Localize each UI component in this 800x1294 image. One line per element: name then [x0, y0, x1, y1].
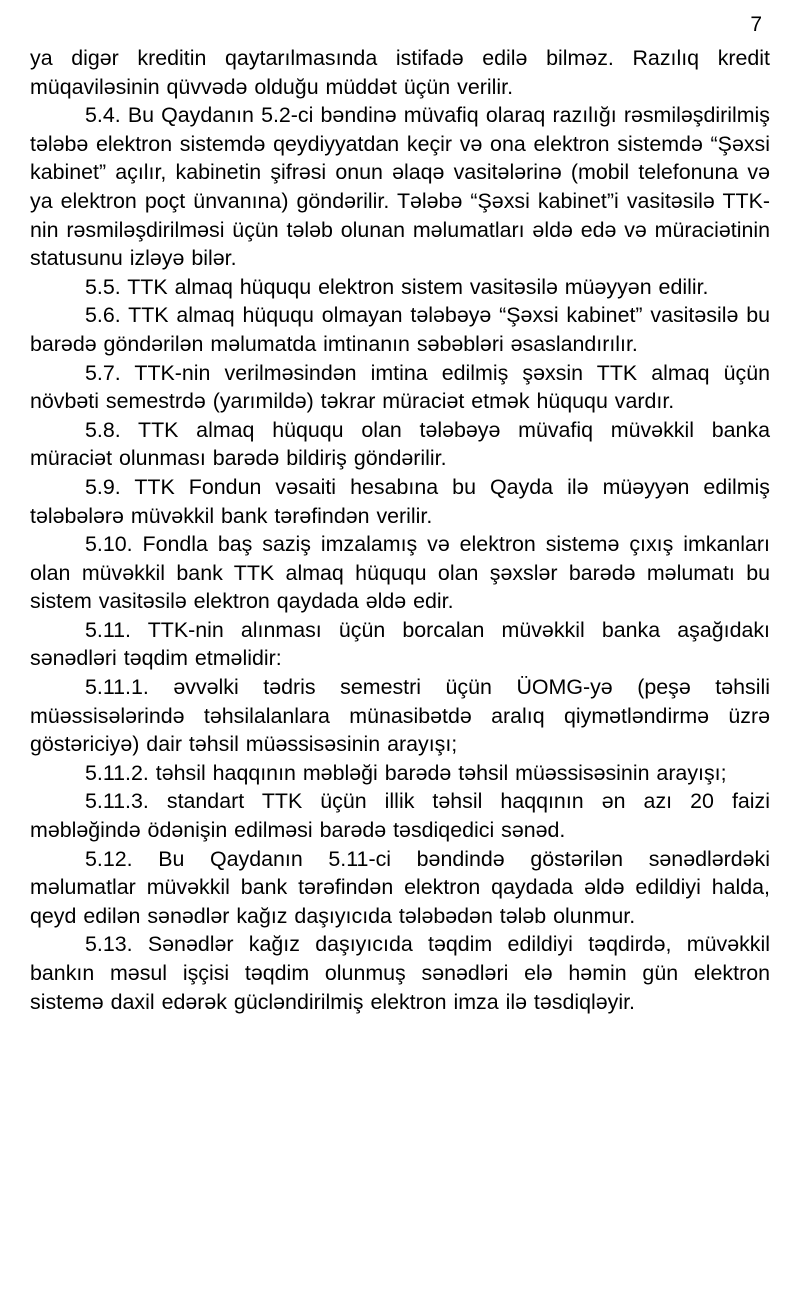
document-body [30, 44, 770, 1016]
paragraph: ya digər kreditin qaytarılmasında istifadə edilə bilməz. Razılıq kredit müqaviləsinin qüvvədə olduğu müddət üçün verilir. [30, 46, 770, 99]
page-number: 7 [750, 13, 762, 36]
paragraph: 5.11.1. əvvəlki tədris semestri üçün ÜOMG-yə (peşə təhsili müəssisələrində təhsilalanlara münasibətdə aralıq qiymətləndirmə üzrə göstəriciyə) dair təhsil müəssisəsinin arayışı; [30, 675, 770, 757]
paragraph: 5.11.3. standart TTK üçün illik təhsil haqqının ən azı 20 faizi məbləğində ödənişin edilməsi barədə təsdiqedici sənəd. [30, 789, 770, 843]
paragraph: 5.7. TTK-nin verilməsindən imtina edilmiş şəxsin TTK almaq üçün növbəti semestrdə (yarımildə) təkrar müraciət etmək hüququ vardır. [30, 360, 770, 414]
paragraph: 5.5. TTK almaq hüququ elektron sistem vasitəsilə müəyyən edilir. [85, 274, 709, 299]
paragraph: 5.12. Bu Qaydanın 5.11-ci bəndində göstərilən sənədlərdəki məlumatlar müvəkkil bank tərəfindən elektron qaydada əldə edildiyi halda, qeyd edilən sənədlər kağız daşıyıcıda tələbədən tələb olunmur. [30, 846, 770, 928]
paragraph: 5.9. TTK Fondun vəsaiti hesabına bu Qayda ilə müəyyən edilmiş tələbələrə müvəkkil bank tərəfindən verilir. [30, 474, 770, 528]
paragraph: 5.8. TTK almaq hüququ olan tələbəyə müvafiq müvəkkil banka müraciət olunması barədə bildiriş göndərilir. [30, 417, 770, 471]
paragraph: 5.6. TTK almaq hüququ olmayan tələbəyə “Şəxsi kabinet” vasitəsilə bu barədə göndərilən məlumatda imtinanın səbəbləri əsaslandırılır. [30, 303, 770, 356]
paragraph: 5.11.2. təhsil haqqının məbləği barədə təhsil müəssisəsinin arayışı; [85, 760, 727, 785]
paragraph: 5.4. Bu Qaydanın 5.2-ci bəndinə müvafiq olaraq razılığı rəsmiləşdirilmiş tələbə elektron sistemdə qeydiyyatdan keçir və ona elektron sistemdə “Şəxsi kabinet” açılır, kabinetin şifrəsi onun əlaqə vasitələrinə (mobil telefonuna və ya elektron poçt ünvanına) göndərilir. Tələbə “Şəxsi kabinet”i vasitəsilə TTK-nin rəsmiləşdirilməsi üçün tələb olunan məlumatları əldə edə və müraciətinin statusunu izləyə bilər. [30, 103, 770, 271]
paragraph: 5.11. TTK-nin alınması üçün borcalan müvəkkil banka aşağıdakı sənədləri təqdim etməlidir: [30, 617, 770, 671]
paragraph: 5.13. Sənədlər kağız daşıyıcıda təqdim edildiyi təqdirdə, müvəkkil bankın məsul işçisi təqdim olunmuş sənədləri elə həmin gün elektron sistemə daxil edərək gücləndirilmiş elektron imza ilə təsdiqləyir. [30, 932, 770, 1014]
paragraph: 5.10. Fondla baş saziş imzalamış və elektron sistemə çıxış imkanları olan müvəkkil bank TTK almaq hüququ olan şəxslər barədə məlumatı bu sistem vasitəsilə elektron qaydada əldə edir. [30, 532, 770, 614]
